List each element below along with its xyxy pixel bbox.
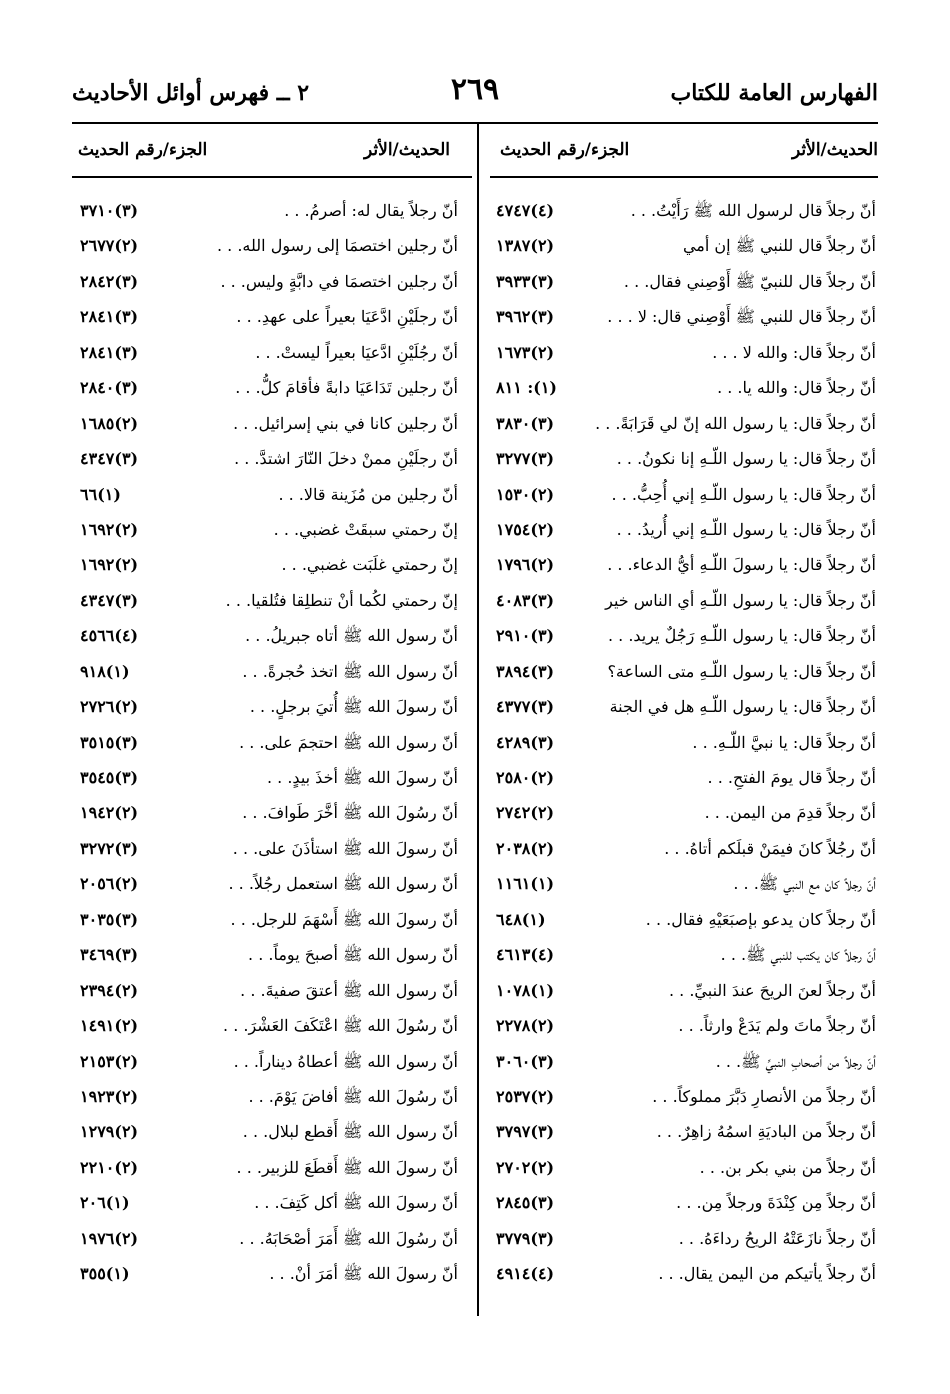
hadith-heading: الحديث/الأثر bbox=[792, 140, 878, 160]
hadith-reference: (١)٦٤٨ bbox=[496, 909, 546, 929]
hadith-text: أنّ رسول الله ﷺ أتاه جبريلُ. . . bbox=[245, 626, 458, 646]
hadith-reference: (٣)٣٩٦٢ bbox=[496, 307, 555, 327]
hadith-reference: (٣)٣٧١٠ bbox=[80, 201, 139, 220]
hadith-text: أنّ رسولَ الله ﷺ استأذَنَ على. . . bbox=[232, 838, 458, 858]
hadith-text: أنّ رجلاً قال: يا رسول اللّـهِ إنا نكونُ. . . bbox=[616, 449, 876, 469]
index-entry bbox=[80, 693, 458, 728]
hadith-text: أنّ رجلاً كان يكتب للنبي ﷺ. . . bbox=[720, 945, 876, 965]
index-entry bbox=[80, 622, 458, 657]
index-entry bbox=[496, 870, 876, 905]
hadith-text: أنّ رجلاً يقال له: أصرمُ. . . bbox=[284, 201, 458, 220]
hadith-reference: (٢)١٥٣٠ bbox=[496, 484, 555, 504]
index-entry bbox=[80, 1083, 458, 1118]
hadith-reference: (٣)٣٠٦٠ bbox=[496, 1051, 555, 1071]
hadith-reference: (٢)٢٥٣٧ bbox=[496, 1086, 555, 1106]
index-entry bbox=[80, 481, 458, 516]
index-entry bbox=[496, 941, 876, 976]
hadith-reference: (٢)١٦٩٢ bbox=[80, 555, 139, 575]
hadith-reference: (٣)٤٠٨٣ bbox=[496, 590, 555, 610]
hadith-reference: (٢)١٧٩٦ bbox=[496, 555, 555, 575]
hadith-reference: (٣)٤٣٤٧ bbox=[80, 590, 139, 610]
index-entry bbox=[496, 232, 876, 267]
hadith-reference: (٢)١٩٤٢ bbox=[80, 803, 139, 823]
index-entry bbox=[496, 1154, 876, 1189]
index-entry bbox=[496, 445, 876, 480]
hadith-text: أنّ رجلين من مُزَينة قالا. . . bbox=[278, 484, 458, 504]
hadith-text: أنّ رجلاً قال لرسول الله ﷺ رَأَيْتُ. . . bbox=[630, 201, 876, 220]
page-number: ٢٦٩ bbox=[450, 72, 500, 107]
hadith-text: أنّ رجلاً قال: يا رسولَ اللّـهِ أيُّ الدعاء. . . bbox=[607, 555, 876, 575]
hadith-reference: (٣)٤٣٧٧ bbox=[496, 697, 555, 717]
hadith-reference: (٢)٢١٥٣ bbox=[80, 1051, 139, 1071]
index-entry bbox=[80, 374, 458, 409]
hadith-reference: (٢)١٦٨٥ bbox=[80, 413, 139, 433]
index-entry bbox=[496, 197, 876, 232]
index-entry bbox=[80, 1012, 458, 1047]
hadith-reference: (٢)١٧٥٤ bbox=[496, 519, 555, 539]
index-entry bbox=[496, 1118, 876, 1153]
index-entry bbox=[496, 729, 876, 764]
hadith-reference: (١)٦٦ bbox=[80, 484, 121, 504]
hadith-reference: (٣)٢٨٤٢ bbox=[80, 271, 139, 291]
hadith-text: أنّ رسُولَ الله ﷺ أَمَرَ أصْحَابَهُ. . . bbox=[239, 1228, 458, 1248]
hadith-text: أنّ رسولَ الله ﷺ أَقطَعَ للزبير. . . bbox=[236, 1157, 458, 1177]
index-entry bbox=[80, 870, 458, 905]
index-entry bbox=[80, 516, 458, 551]
index-entry bbox=[80, 764, 458, 799]
left-index-column bbox=[80, 197, 458, 1296]
hadith-reference: (٣)٣٨٩٤ bbox=[496, 661, 555, 681]
index-entry bbox=[80, 197, 458, 232]
index-entry bbox=[80, 551, 458, 586]
hadith-reference: (٤)٤٩١٤ bbox=[496, 1264, 555, 1284]
left-column-header bbox=[72, 136, 462, 168]
index-entry bbox=[496, 1260, 876, 1295]
hadith-text: أنّ رسول الله ﷺ أَقطع لبلال. . . bbox=[242, 1122, 458, 1142]
index-entry bbox=[80, 835, 458, 870]
index-entry bbox=[80, 977, 458, 1012]
index-entry bbox=[496, 481, 876, 516]
hadith-text: أنّ رجلاً قال: يا رسول اللّـهِ رَجُلٌ يريد. . . bbox=[607, 626, 876, 646]
hadith-text: أنّ رجلاً مِن كِنْدَةَ ورجلاً مِن. . . bbox=[676, 1193, 876, 1213]
index-entry bbox=[496, 835, 876, 870]
hadith-text: إنّ رحمتي غلَبَت غضبي. . . bbox=[281, 555, 458, 575]
hadith-reference: (٣)٣٢٧٧ bbox=[496, 449, 555, 469]
index-entry bbox=[496, 374, 876, 409]
hadith-text: أنّ رجلاً يأتيكم من اليمن يقال. . . bbox=[658, 1264, 876, 1284]
hadith-heading: الحديث/الأثر bbox=[364, 140, 450, 160]
hadith-reference: (٣)٣٠٣٥ bbox=[80, 909, 139, 929]
left-header-rule bbox=[72, 176, 472, 178]
index-entry bbox=[80, 1154, 458, 1189]
index-title-right: الفهارس العامة للكتاب bbox=[670, 80, 878, 106]
hadith-reference: (٣)٣٢٧٢ bbox=[80, 838, 139, 858]
right-index-column bbox=[496, 197, 876, 1296]
index-entry bbox=[80, 1260, 458, 1295]
hadith-text: أنّ رجلاً كان يدعو بإصبَعَيْهِ فقال. . . bbox=[645, 909, 876, 929]
hadith-text: أنّ رسولَ الله ﷺ أُتيَ برجلٍ. . . bbox=[249, 697, 458, 717]
hadith-reference: (٣)٢٨٤٠ bbox=[80, 378, 139, 398]
index-entry bbox=[80, 729, 458, 764]
hadith-reference: (٢)١٩٧٦ bbox=[80, 1228, 139, 1248]
index-entry bbox=[80, 1189, 458, 1224]
right-column-header bbox=[490, 136, 878, 168]
ref-heading: الجزء/رقم الحديث bbox=[500, 140, 630, 160]
hadith-text: أنّ رسول الله ﷺ استعمل رجُلاً. . . bbox=[228, 874, 458, 894]
hadith-reference: (٣)٣٥١٥ bbox=[80, 732, 139, 752]
index-entry bbox=[496, 587, 876, 622]
hadith-reference: (١)٩١٨ bbox=[80, 661, 130, 681]
hadith-text: أنّ رجلاً قال: يا نبيَّ اللّـهِ. . . bbox=[692, 732, 876, 752]
hadith-text: أنّ رجُلاً كانَ فيمَنْ قبلَكم أتاهُ. . . bbox=[664, 838, 876, 858]
index-entry bbox=[496, 516, 876, 551]
index-entry bbox=[80, 232, 458, 267]
hadith-text: أنّ رسول الله ﷺ أعتقَ صفيةَ. . . bbox=[240, 980, 458, 1000]
hadith-text: أنّ رسول الله ﷺ احتجمَ على. . . bbox=[239, 732, 458, 752]
index-entry bbox=[80, 445, 458, 480]
index-entry bbox=[80, 1118, 458, 1153]
index-entry bbox=[80, 658, 458, 693]
hadith-reference: (١)٢٠٦ bbox=[80, 1193, 130, 1213]
hadith-text: أنّ رجلاً قال: والله لا . . . bbox=[712, 342, 876, 362]
index-entry bbox=[80, 268, 458, 303]
index-entry bbox=[496, 1012, 876, 1047]
hadith-text: أنّ رجلاً من الأنصارِ دَبَّرَ مملوكاً. . . bbox=[652, 1086, 876, 1106]
hadith-reference: (٤)٤٥٦٦ bbox=[80, 626, 139, 646]
hadith-text: أنّ رجلاً قال للنبيّ ﷺ أَوْصِني فقال. . . bbox=[623, 271, 876, 291]
hadith-text: أنّ رجلاً قال يومَ الفتحِ. . . bbox=[707, 768, 876, 787]
hadith-reference: (٣)٢٩١٠ bbox=[496, 626, 555, 646]
hadith-text: أنّ رجلَيْنِ ممنْ دخلَ النّارَ اشتدَّ. . . bbox=[234, 449, 458, 469]
hadith-reference: (٣)٣٧٧٩ bbox=[496, 1228, 555, 1248]
hadith-text: أنّ رسولَ الله ﷺ أخذَ بيدٍ. . . bbox=[266, 768, 458, 787]
index-title-left: ٢ ــ فهرس أوائل الأحاديث bbox=[72, 80, 310, 106]
index-entry bbox=[80, 587, 458, 622]
index-entry bbox=[496, 1225, 876, 1260]
index-entry bbox=[80, 906, 458, 941]
hadith-reference: (٢)١٦٩٢ bbox=[80, 519, 139, 539]
hadith-text: أنّ رسولَ الله ﷺ أكل كَتِفَ. . . bbox=[254, 1193, 458, 1213]
hadith-text: أنّ رسول الله ﷺ اتخذ حُجرةً. . . bbox=[242, 661, 458, 681]
hadith-text: إنّ رحمتي سبقَتْ غضبي. . . bbox=[273, 519, 458, 539]
hadith-text: أنّ رسُولَ الله ﷺ أخَّرَ طَوافَ. . . bbox=[242, 803, 458, 823]
hadith-text: أنّ رجلاً من بني بكر بن. . . bbox=[699, 1157, 876, 1177]
hadith-reference: (٢)٢٧٢٦ bbox=[80, 697, 139, 717]
hadith-text: أنّ رجلاً قال: يا رسول اللّـهِ أي الناس خير bbox=[605, 590, 876, 610]
hadith-text: أنّ رسولَ الله ﷺ أمَرَ أنْ. . . bbox=[269, 1264, 458, 1284]
hadith-text: أنّ رجلَيْنِ ادَّعَيَا بعيراً على عهدِ. . . bbox=[236, 307, 458, 327]
ref-heading: الجزء/رقم الحديث bbox=[78, 140, 208, 160]
hadith-text: أنّ رجلاً من أصحابِ النبيِّ ﷺ. . . bbox=[715, 1051, 876, 1071]
hadith-reference: (٤)٤٧٤٧ bbox=[496, 201, 555, 220]
hadith-reference: (٢)٢٧٤٢ bbox=[496, 803, 555, 823]
hadith-reference: (١)٣٥٥ bbox=[80, 1264, 130, 1284]
hadith-text: أنّ رجلاً نازَعَتْهُ الريحُ رداءَهُ. . . bbox=[678, 1228, 876, 1248]
hadith-reference: (٤)٤٦١٣ bbox=[496, 945, 555, 965]
header-rule bbox=[72, 122, 878, 124]
index-entry bbox=[496, 551, 876, 586]
column-divider bbox=[477, 122, 479, 1316]
hadith-text: أنّ رسول الله ﷺ أعطاهُ ديناراً. . . bbox=[233, 1051, 458, 1071]
index-entry bbox=[496, 906, 876, 941]
hadith-reference: (٢)٢٢١٠ bbox=[80, 1157, 139, 1177]
index-entry bbox=[496, 303, 876, 338]
hadith-reference: (٢)١٦٧٣ bbox=[496, 342, 555, 362]
index-entry bbox=[496, 799, 876, 834]
index-entry bbox=[496, 1189, 876, 1224]
hadith-reference: (٢)٢٠٣٨ bbox=[496, 838, 555, 858]
hadith-reference: (٢)١٣٨٧ bbox=[496, 236, 555, 256]
index-entry bbox=[496, 764, 876, 799]
hadith-text: أنّ رسُولَ الله ﷺ اعْتَكَفَ العَشْرَ. . . bbox=[223, 1016, 458, 1036]
hadith-text: أنّ رجلاً كان مع النبي ﷺ. . . bbox=[733, 874, 876, 894]
hadith-text: أنّ رسول الله ﷺ أصبحَ يوماً. . . bbox=[248, 945, 458, 965]
hadith-text: أنّ رسولَ الله ﷺ أَسْهَمَ للرجل. . . bbox=[230, 909, 458, 929]
hadith-text: أنّ رجلاً من الباديَةِ اسمُهُ زاهِرٌ. . . bbox=[656, 1122, 876, 1142]
hadith-reference: (٣)٢٨٤١ bbox=[80, 307, 139, 327]
hadith-text: أنّ رجلين تَدَاعَيَا دابةً فأقامَ كلُّ. . . bbox=[235, 378, 458, 398]
hadith-text: أنّ رجلاً قال: والله يا. . . bbox=[717, 378, 876, 398]
index-entry bbox=[496, 339, 876, 374]
index-entry bbox=[80, 410, 458, 445]
hadith-reference: (٢)٢٠٥٦ bbox=[80, 874, 139, 894]
hadith-reference: (٢)١٩٢٣ bbox=[80, 1086, 139, 1106]
hadith-text: أنّ رجُلَيْنِ ادَّعيَا بعيراً ليستْ. . . bbox=[255, 342, 458, 362]
hadith-text: إنّ رحمتي لكُما أنْ تنطلِقا فتُلقيا. . . bbox=[225, 590, 458, 610]
hadith-reference: (٣)٣٧٩٧ bbox=[496, 1122, 555, 1142]
index-entry bbox=[496, 1083, 876, 1118]
hadith-reference: (٣)٣٩٣٣ bbox=[496, 271, 555, 291]
index-entry bbox=[80, 799, 458, 834]
hadith-text: أنّ رجلاً قال: يا رسول اللّـهِ إني أُريدُ. . . bbox=[616, 519, 876, 539]
hadith-reference: (٢)٢٢٧٨ bbox=[496, 1016, 555, 1036]
page-header bbox=[72, 72, 878, 120]
hadith-reference: (٣)٣٤٦٩ bbox=[80, 945, 139, 965]
hadith-text: أنّ رجلين اختصمَا في دابَّةٍ وليس. . . bbox=[220, 271, 458, 291]
hadith-reference: (٣)٢٨٤٥ bbox=[496, 1193, 555, 1213]
hadith-text: أنّ رجلاً لعنَ الريحَ عندَ النبيِّ. . . bbox=[668, 980, 876, 1000]
hadith-reference: (٢)١٤٩١ bbox=[80, 1016, 139, 1036]
index-entry bbox=[496, 268, 876, 303]
hadith-text: أنّ رجلين اختصمَا إلى رسول الله. . . bbox=[216, 236, 458, 256]
hadith-reference: (٢)٢٣٩٤ bbox=[80, 980, 139, 1000]
index-entry bbox=[80, 1225, 458, 1260]
index-entry bbox=[496, 1048, 876, 1083]
hadith-text: أنّ رجلاً قال: يا رسول اللّـهِ إني أُحِبُّ. . . bbox=[611, 484, 876, 504]
hadith-text: أنّ رجلين كانا في بني إسرائيل. . . bbox=[233, 413, 458, 433]
hadith-reference: (٣)٤٢٨٩ bbox=[496, 732, 555, 752]
hadith-reference: (٣)٣٨٣٠ bbox=[496, 413, 555, 433]
index-entry bbox=[496, 622, 876, 657]
index-entry bbox=[80, 941, 458, 976]
index-entry bbox=[80, 1048, 458, 1083]
hadith-reference: (٢)٢٦٧٧ bbox=[80, 236, 139, 256]
hadith-text: أنّ رسُولَ الله ﷺ أفاضَ يَوْمَ. . . bbox=[248, 1086, 458, 1106]
hadith-reference: (٢)٢٧٠٢ bbox=[496, 1157, 555, 1177]
hadith-text: أنّ رجلاً قال: يا رسول الله إنّ لي قَرَابَةً. . . bbox=[595, 413, 876, 433]
hadith-reference: (١)١٠٧٨ bbox=[496, 980, 555, 1000]
index-entry bbox=[80, 339, 458, 374]
hadith-text: أنّ رجلاً قال للنبي ﷺ أَوْصِني قال: لا . . . bbox=[607, 307, 876, 327]
hadith-text: أنّ رجلاً قدِمَ من اليمن. . . bbox=[704, 803, 876, 823]
hadith-text: أنّ رجلاً قال: يا رسول اللّـهِ متى الساعة؟ bbox=[607, 661, 876, 681]
index-entry bbox=[80, 303, 458, 338]
index-entry bbox=[496, 410, 876, 445]
hadith-reference: (٣)٢٨٤١ bbox=[80, 342, 139, 362]
right-header-rule bbox=[490, 176, 878, 178]
hadith-reference: (٢)٢٥٨٠ bbox=[496, 768, 555, 787]
hadith-reference: (١): ٨١١ bbox=[496, 378, 557, 398]
hadith-text: أنّ رجلاً ماتَ ولم يَدَعْ وارثاً. . . bbox=[678, 1016, 876, 1036]
hadith-reference: (٢)١٢٧٩ bbox=[80, 1122, 139, 1142]
hadith-reference: (٣)٣٥٤٥ bbox=[80, 768, 139, 787]
index-entry bbox=[496, 693, 876, 728]
index-entry bbox=[496, 977, 876, 1012]
hadith-reference: (١)١١٦١ bbox=[496, 874, 555, 894]
hadith-text: أنّ رجلاً قال: يا رسول اللّـهِ هل في الجنة bbox=[609, 697, 876, 717]
hadith-text: أنّ رجلاً قال للنبي ﷺ إن أمي bbox=[682, 236, 876, 256]
hadith-reference: (٣)٤٣٤٧ bbox=[80, 449, 139, 469]
index-entry bbox=[496, 658, 876, 693]
